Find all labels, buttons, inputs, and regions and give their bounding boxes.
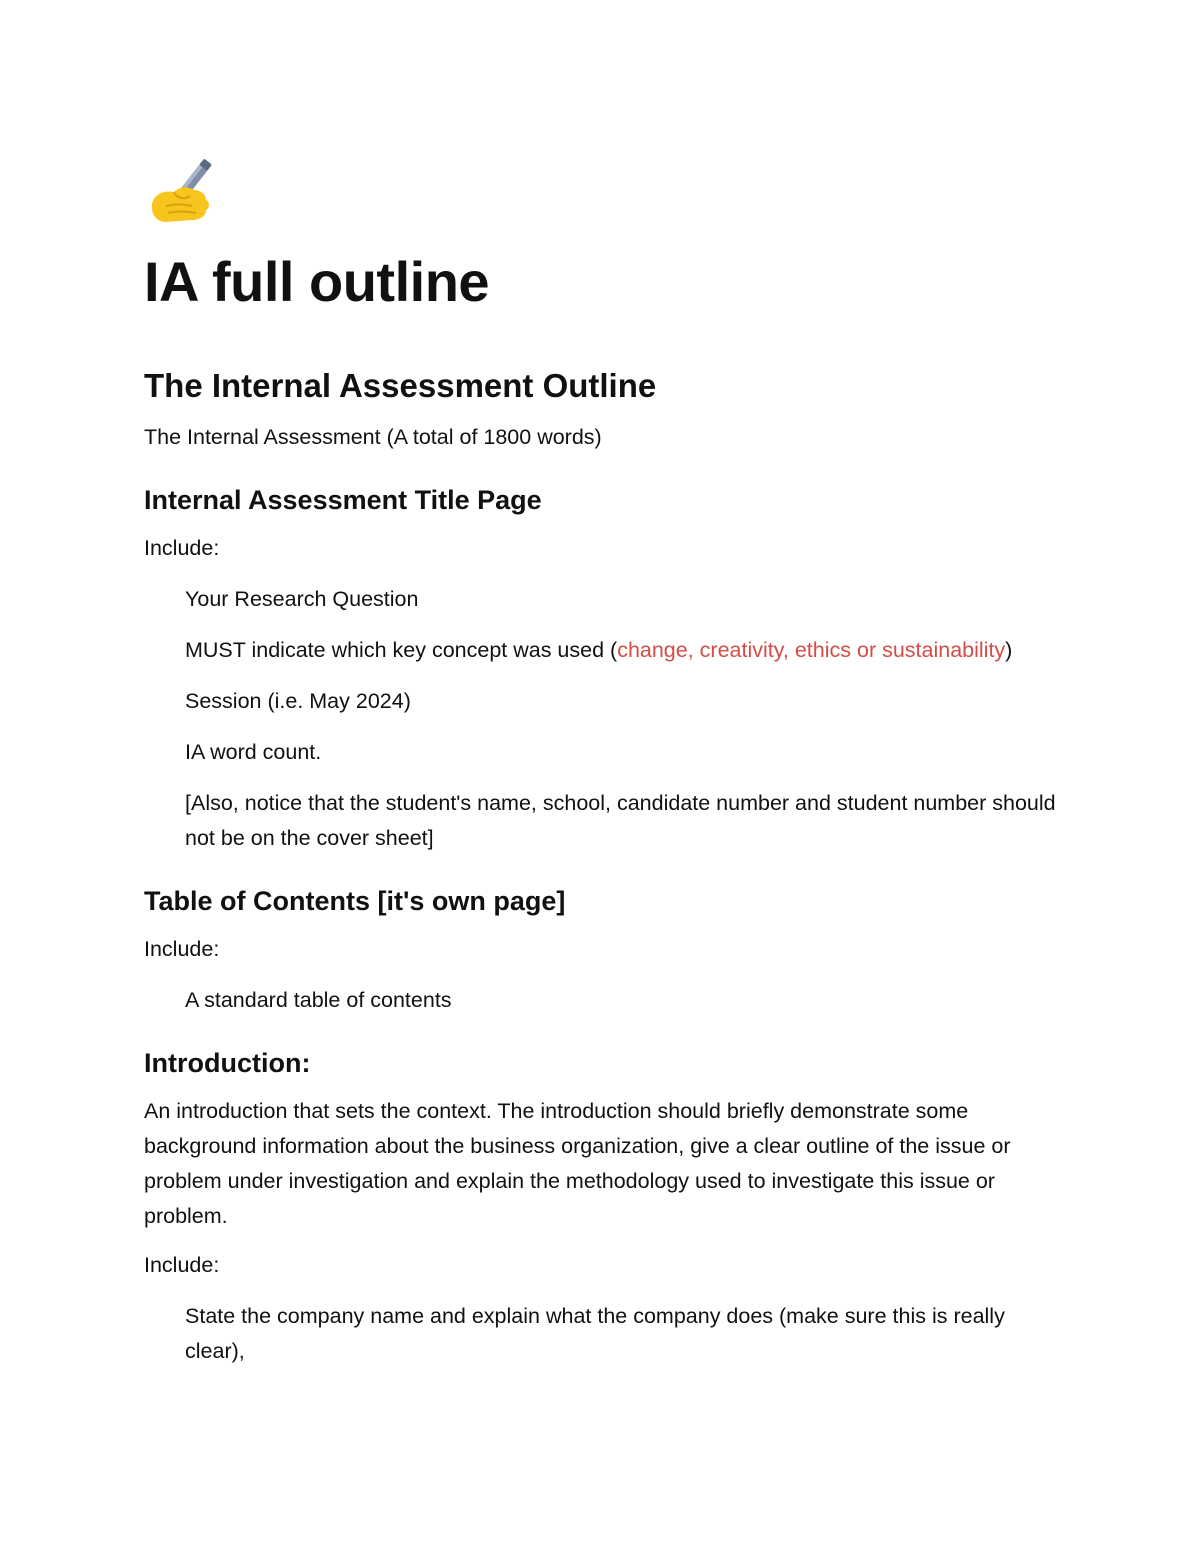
introduction-include-label: Include: bbox=[144, 1253, 220, 1277]
outline-heading: The Internal Assessment Outline bbox=[144, 367, 657, 404]
key-concept-suffix: ) bbox=[1005, 638, 1013, 662]
key-concept-item bbox=[144, 633, 1064, 668]
introduction-item: State the company name and explain what the company does (make sure this is really clear), bbox=[185, 1304, 1005, 1363]
word-count-item: IA word count. bbox=[185, 740, 322, 764]
toc-include-label: Include: bbox=[144, 937, 220, 961]
research-question-item: Your Research Question bbox=[185, 587, 419, 611]
writing-hand-icon bbox=[144, 146, 228, 230]
page-title: IA full outline bbox=[144, 250, 490, 313]
toc-heading: Table of Contents [it's own page] bbox=[144, 886, 566, 916]
cover-sheet-notice: [Also, notice that the student's name, school, candidate number and student number should not be on the cover sheet] bbox=[185, 791, 1056, 850]
introduction-body: An introduction that sets the context. The introduction should briefly demonstrate some background information about the business organization, give a clear outline of the issue or problem under investigation and explain the methodology used to investigate this issue or problem. bbox=[144, 1099, 1011, 1228]
key-concept-prefix: MUST indicate which key concept was used ( bbox=[185, 638, 618, 662]
title-page-include-label: Include: bbox=[144, 536, 220, 560]
outline-intro: The Internal Assessment (A total of 1800 words) bbox=[144, 425, 602, 449]
introduction-heading: Introduction: bbox=[144, 1048, 311, 1078]
toc-item: A standard table of contents bbox=[185, 988, 452, 1012]
key-concept-options: change, creativity, ethics or sustainability bbox=[617, 638, 1006, 662]
session-item: Session (i.e. May 2024) bbox=[185, 689, 411, 713]
document-content bbox=[144, 146, 1064, 1369]
title-page-heading: Internal Assessment Title Page bbox=[144, 485, 542, 515]
